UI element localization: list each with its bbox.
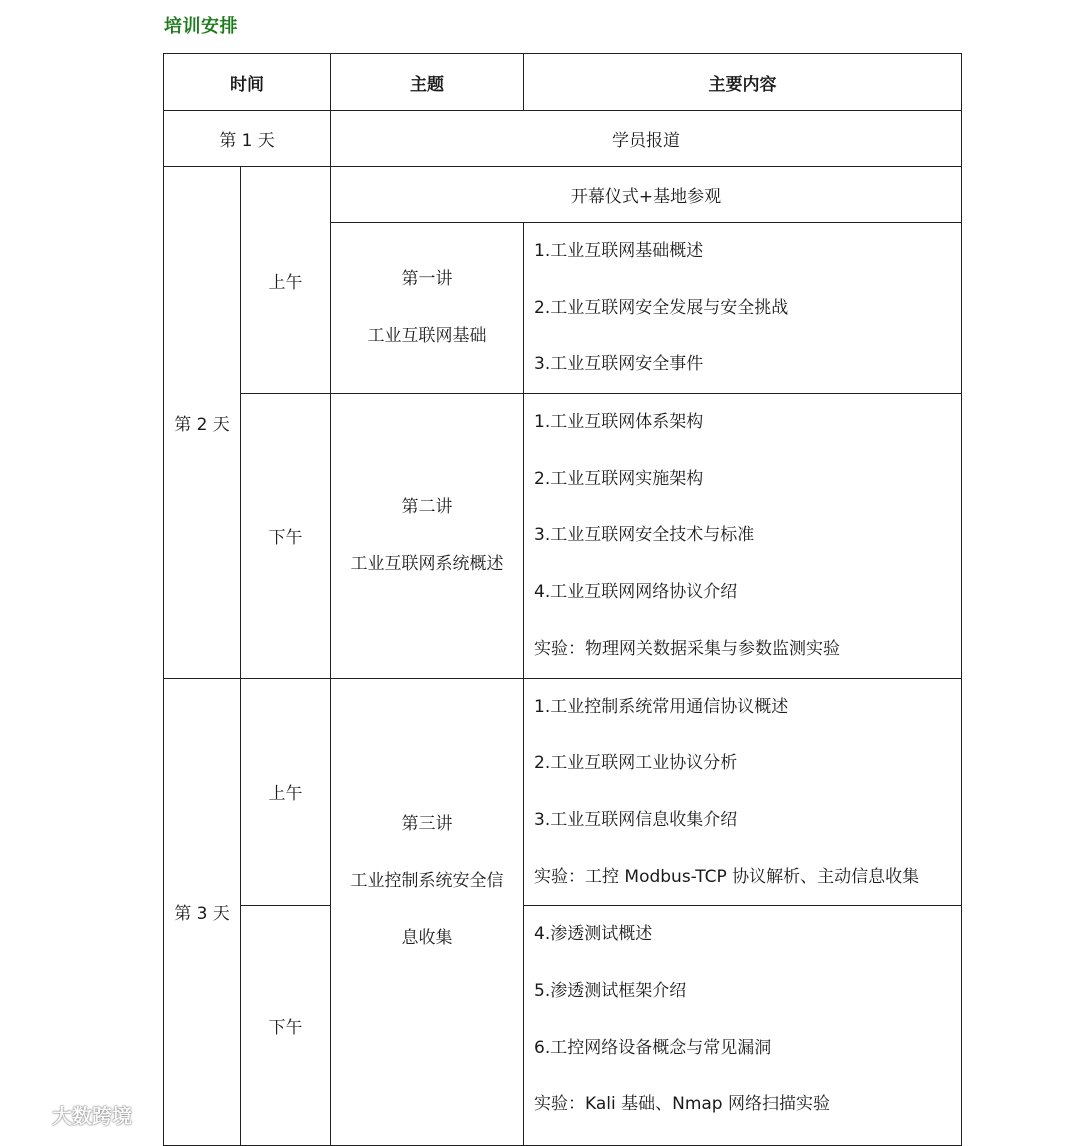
day2-afternoon-label: 下午	[241, 394, 331, 678]
topic-line: 工业互联网系统概述	[350, 553, 504, 574]
content-item: 1.工业互联网基础概述	[534, 241, 704, 261]
content-item: 2.工业互联网工业协议分析	[534, 753, 738, 774]
topic-line: 第一讲	[401, 269, 453, 290]
day3-morning-label: 上午	[241, 678, 331, 906]
section-title: 培训安排	[164, 16, 238, 37]
day3-afternoon-label: 下午	[241, 906, 331, 1146]
watermark-logo-icon	[8, 1103, 48, 1127]
header-topic: 主题	[331, 54, 524, 111]
day1-activity: 学员报道	[331, 111, 962, 167]
topic-line: 息收集	[401, 928, 453, 949]
content-item: 5.渗透测试框架介绍	[534, 980, 687, 1001]
content-item: 4.渗透测试概述	[534, 924, 653, 945]
day2-morning-contents	[524, 223, 962, 394]
watermark	[8, 1100, 132, 1129]
topic-line: 第三讲	[401, 814, 453, 835]
day2-morning-topic	[331, 223, 524, 394]
header-content: 主要内容	[524, 54, 962, 111]
table-header-row	[164, 54, 962, 111]
day3-label: 第 3 天	[164, 678, 241, 1146]
content-item: 实验：工控 Modbus-TCP 协议解析、主动信息收集	[534, 866, 920, 887]
content-item: 2.工业互联网安全发展与安全挑战	[534, 297, 789, 318]
table-row	[164, 167, 962, 223]
day3-morning-contents	[524, 678, 962, 906]
topic-line: 工业控制系统安全信	[350, 871, 504, 892]
header-time: 时间	[164, 54, 331, 111]
topic-line: 工业互联网基础	[367, 326, 487, 347]
content-item: 2.工业互联网实施架构	[534, 468, 704, 489]
content-item: 实验：Kali 基础、Nmap 网络扫描实验	[534, 1094, 831, 1115]
training-schedule-table	[163, 53, 962, 1146]
content-item: 实验：物理网关数据采集与参数监测实验	[534, 638, 840, 659]
day1-label: 第 1 天	[164, 111, 331, 167]
content-item: 1.工业控制系统常用通信协议概述	[534, 696, 789, 717]
table-row	[164, 394, 962, 678]
day2-morning-label: 上午	[241, 167, 331, 394]
day3-topic	[331, 678, 524, 1146]
table-row	[164, 111, 962, 167]
table-row	[164, 678, 962, 906]
day3-afternoon-contents	[524, 906, 962, 1146]
content-item: 4.工业互联网网络协议介绍	[534, 582, 738, 603]
watermark-text: 大数跨境	[52, 1104, 132, 1128]
day2-ceremony: 开幕仪式+基地参观	[331, 167, 962, 223]
day2-afternoon-contents	[524, 394, 962, 678]
content-item: 3.工业互联网安全事件	[534, 354, 704, 375]
day2-label: 第 2 天	[164, 167, 241, 679]
content-item: 6.工控网络设备概念与常见漏洞	[534, 1037, 772, 1058]
content-item: 3.工业互联网信息收集介绍	[534, 809, 738, 830]
content-item: 3.工业互联网安全技术与标准	[534, 525, 755, 546]
day2-afternoon-topic	[331, 394, 524, 678]
topic-line: 第二讲	[401, 496, 453, 517]
content-item: 1.工业互联网体系架构	[534, 412, 704, 433]
table-row	[164, 906, 962, 1146]
